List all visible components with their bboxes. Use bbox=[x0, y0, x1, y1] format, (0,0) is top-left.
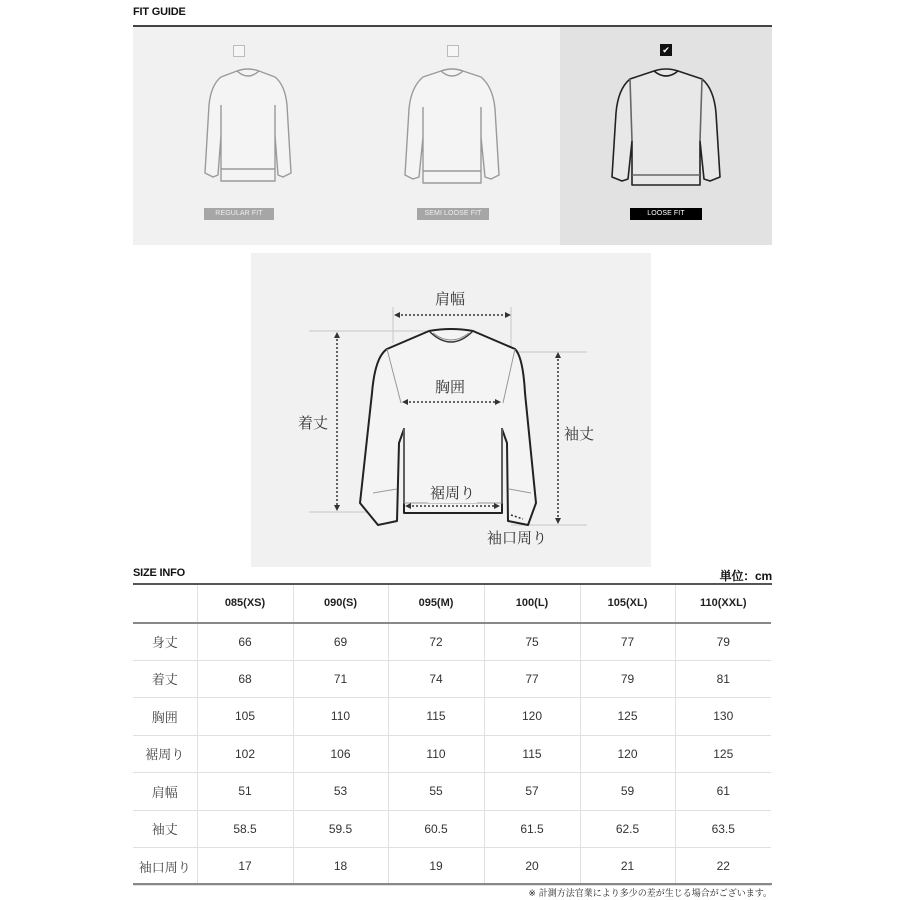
table-cell: 125 bbox=[580, 698, 675, 736]
sweatshirt-loose-icon bbox=[610, 65, 722, 187]
header-cell: 095(M) bbox=[388, 585, 484, 623]
table-row bbox=[133, 623, 771, 661]
row-label: 袖口周り bbox=[133, 848, 197, 886]
table-cell: 19 bbox=[388, 848, 484, 886]
checkbox-unchecked[interactable] bbox=[233, 45, 245, 57]
label-length: 着丈 bbox=[298, 414, 329, 432]
table-cell: 77 bbox=[580, 623, 675, 661]
sweatshirt-regular-icon bbox=[203, 65, 293, 187]
label-cuff: 袖口周り bbox=[487, 529, 548, 547]
table-cell: 20 bbox=[484, 848, 580, 886]
table-cell: 105 bbox=[197, 698, 293, 736]
table-cell: 55 bbox=[388, 773, 484, 811]
unit-label: 単位：cm bbox=[719, 569, 772, 583]
table-cell: 60.5 bbox=[388, 810, 484, 848]
table-cell: 21 bbox=[580, 848, 675, 886]
row-label: 胸囲 bbox=[133, 698, 197, 736]
measurement-note: ※ 計測方法官業により多少の差が生じる場合がございます。 bbox=[528, 889, 772, 899]
table-cell: 125 bbox=[675, 735, 771, 773]
table-header-row bbox=[133, 585, 771, 623]
table-cell: 106 bbox=[293, 735, 388, 773]
table-cell: 68 bbox=[197, 660, 293, 698]
checkmark-icon[interactable]: ✔ bbox=[660, 44, 672, 56]
row-label: 袖丈 bbox=[133, 810, 197, 848]
table-cell: 57 bbox=[484, 773, 580, 811]
table-cell: 58.5 bbox=[197, 810, 293, 848]
table-cell: 72 bbox=[388, 623, 484, 661]
size-info-divider-bottom bbox=[133, 883, 772, 885]
fit-label-loose: LOOSE FIT bbox=[630, 208, 702, 220]
size-info-title: SIZE INFO bbox=[133, 567, 185, 579]
table-cell: 17 bbox=[197, 848, 293, 886]
row-label: 裾周り bbox=[133, 735, 197, 773]
table-cell: 110 bbox=[293, 698, 388, 736]
label-hem: 裾周り bbox=[430, 484, 476, 502]
label-shoulder: 肩幅 bbox=[435, 290, 466, 308]
table-cell: 81 bbox=[675, 660, 771, 698]
table-cell: 74 bbox=[388, 660, 484, 698]
header-cell: 090(S) bbox=[293, 585, 388, 623]
table-cell: 77 bbox=[484, 660, 580, 698]
table-cell: 102 bbox=[197, 735, 293, 773]
table-cell: 18 bbox=[293, 848, 388, 886]
table-cell: 53 bbox=[293, 773, 388, 811]
header-cell bbox=[133, 585, 197, 623]
table-cell: 120 bbox=[580, 735, 675, 773]
row-label: 肩幅 bbox=[133, 773, 197, 811]
table-row bbox=[133, 660, 771, 698]
table-cell: 51 bbox=[197, 773, 293, 811]
label-chest: 胸囲 bbox=[435, 378, 466, 396]
table-cell: 120 bbox=[484, 698, 580, 736]
table-cell: 59.5 bbox=[293, 810, 388, 848]
table-cell: 61.5 bbox=[484, 810, 580, 848]
table-cell: 115 bbox=[388, 698, 484, 736]
table-cell: 71 bbox=[293, 660, 388, 698]
header-cell: 110(XXL) bbox=[675, 585, 771, 623]
table-cell: 79 bbox=[675, 623, 771, 661]
table-cell: 59 bbox=[580, 773, 675, 811]
fit-option-semi-loose[interactable] bbox=[346, 27, 558, 245]
table-cell: 62.5 bbox=[580, 810, 675, 848]
table-cell: 61 bbox=[675, 773, 771, 811]
fit-label-regular: REGULAR FIT bbox=[204, 208, 274, 220]
fit-option-loose[interactable] bbox=[560, 27, 772, 245]
table-cell: 110 bbox=[388, 735, 484, 773]
checkbox-unchecked[interactable] bbox=[447, 45, 459, 57]
fit-guide-title: FIT GUIDE bbox=[133, 6, 186, 18]
header-cell: 085(XS) bbox=[197, 585, 293, 623]
table-row bbox=[133, 698, 771, 736]
measurement-diagram bbox=[251, 253, 651, 567]
table-row bbox=[133, 810, 771, 848]
row-label: 着丈 bbox=[133, 660, 197, 698]
table-row bbox=[133, 848, 771, 886]
table-cell: 130 bbox=[675, 698, 771, 736]
row-label: 身丈 bbox=[133, 623, 197, 661]
table-row bbox=[133, 735, 771, 773]
table-cell: 22 bbox=[675, 848, 771, 886]
table-cell: 75 bbox=[484, 623, 580, 661]
header-cell: 105(XL) bbox=[580, 585, 675, 623]
table-cell: 115 bbox=[484, 735, 580, 773]
table-row bbox=[133, 773, 771, 811]
table-cell: 66 bbox=[197, 623, 293, 661]
table-cell: 63.5 bbox=[675, 810, 771, 848]
table-cell: 79 bbox=[580, 660, 675, 698]
sweatshirt-semi-loose-icon bbox=[403, 65, 501, 187]
table-cell: 69 bbox=[293, 623, 388, 661]
fit-label-semi-loose: SEMI LOOSE FIT bbox=[417, 208, 489, 220]
size-table bbox=[133, 585, 771, 886]
size-table-container bbox=[133, 585, 771, 886]
header-cell: 100(L) bbox=[484, 585, 580, 623]
fit-option-regular[interactable] bbox=[133, 27, 345, 245]
label-sleeve: 袖丈 bbox=[564, 425, 595, 443]
